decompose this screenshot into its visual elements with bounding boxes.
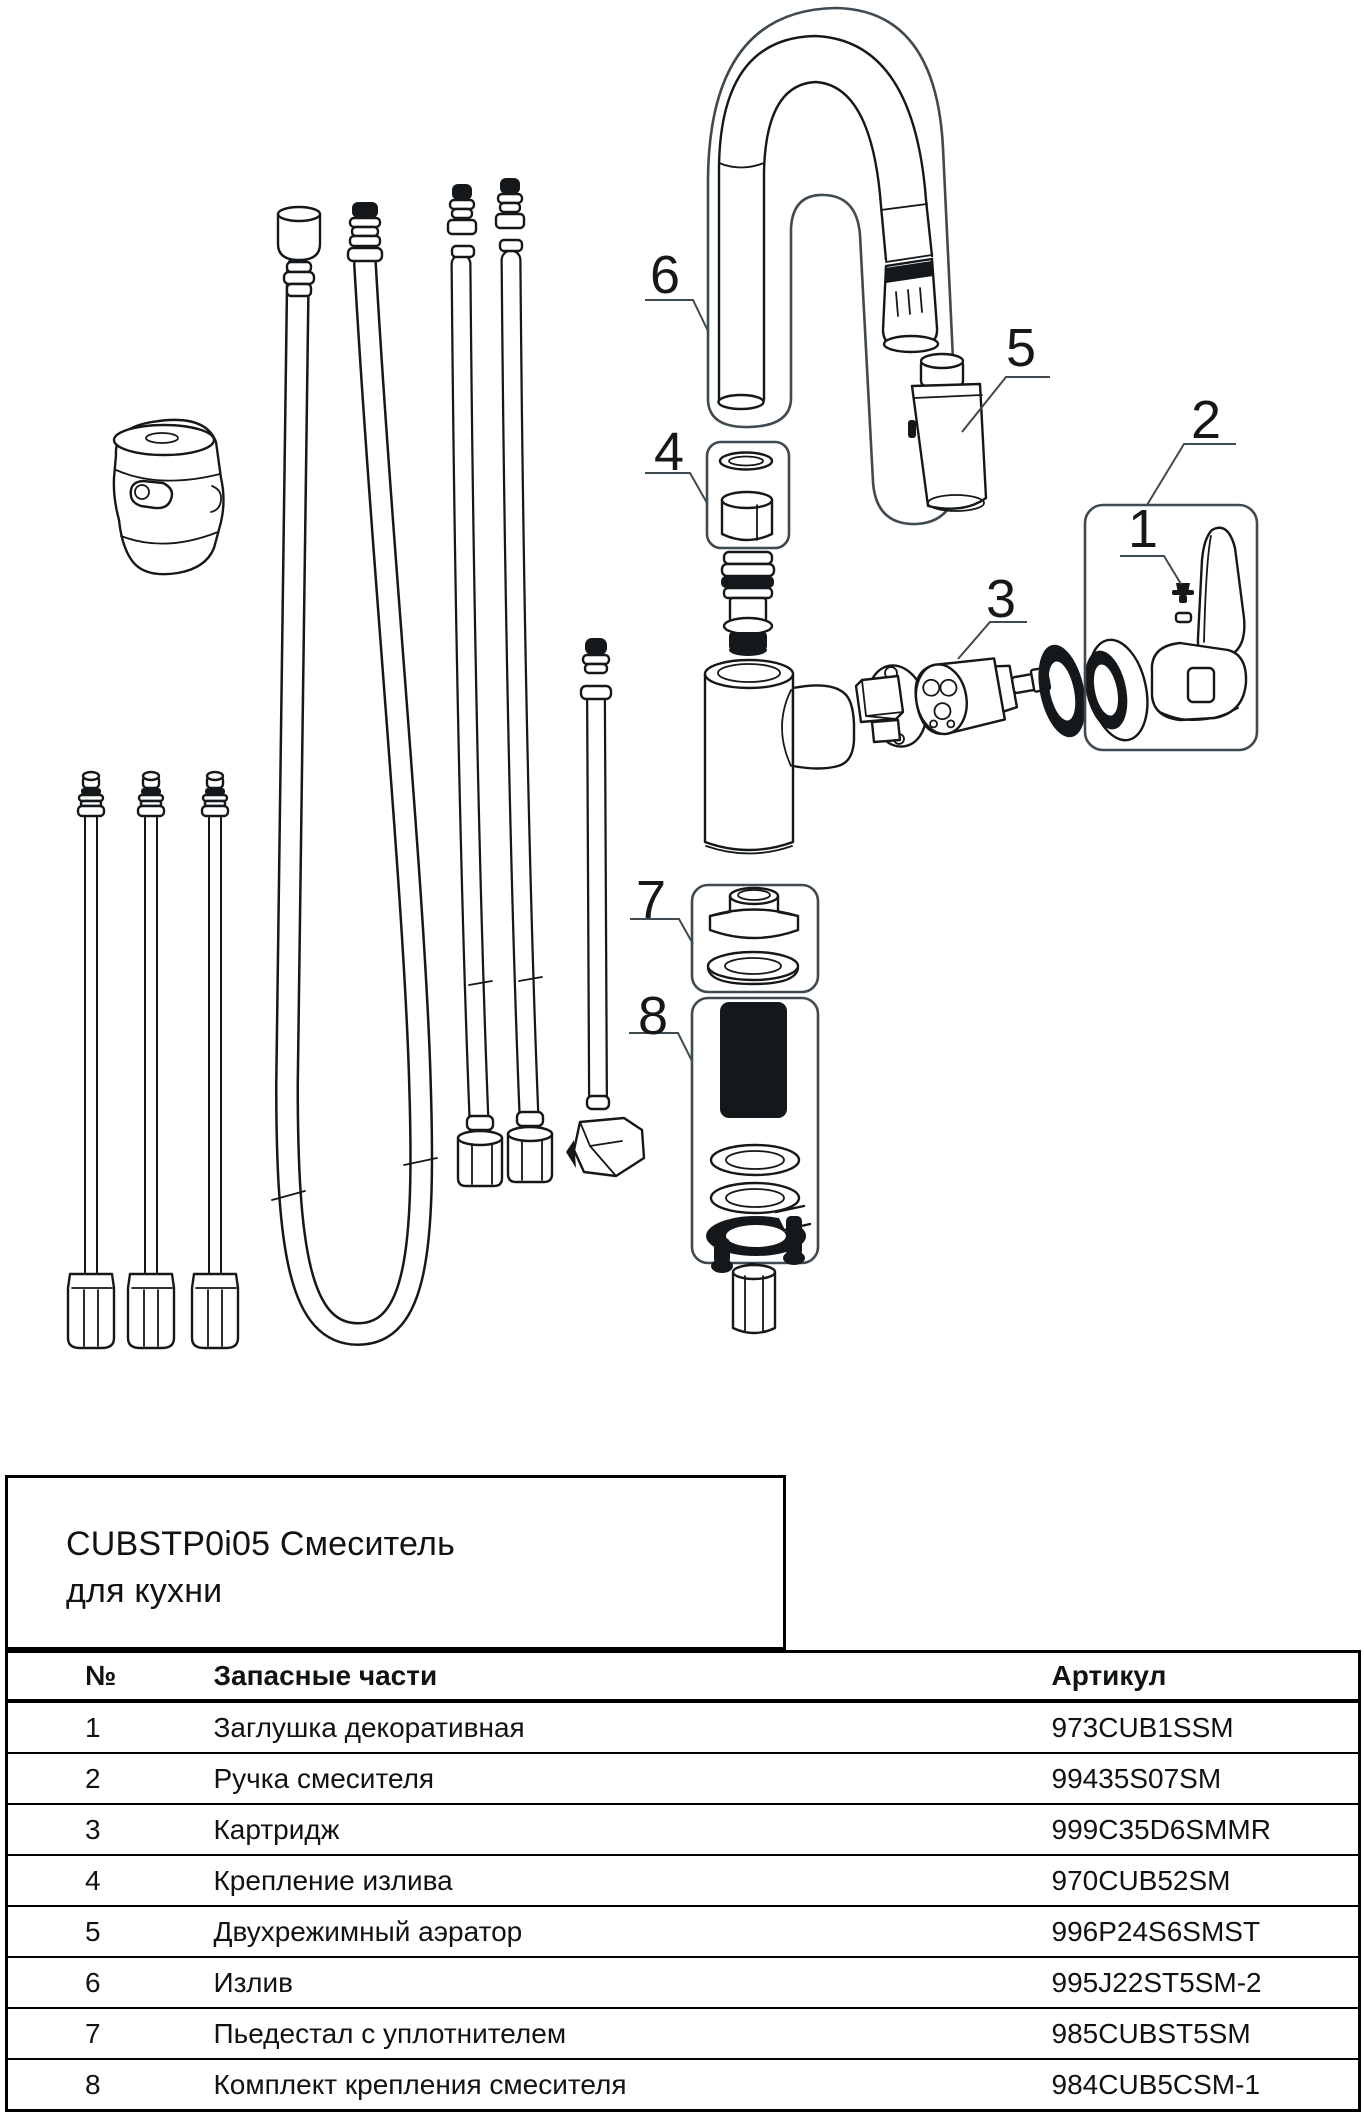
hose-hex-nut xyxy=(508,1112,552,1182)
hose-elbow-fitting xyxy=(566,1096,644,1176)
standpipe-tip xyxy=(78,772,104,816)
leader-1 xyxy=(1120,556,1181,584)
table-header-row xyxy=(7,1652,1360,1702)
row-part: Крепление излива xyxy=(137,1855,975,1906)
col-header-parts: Запасные части xyxy=(137,1652,975,1702)
row-article: 995J22ST5SM-2 xyxy=(975,1957,1360,2008)
table-row xyxy=(7,1957,1360,2008)
row-num: 3 xyxy=(7,1804,137,1855)
row-article: 985CUBST5SM xyxy=(975,2008,1360,2059)
col-header-article: Артикул xyxy=(975,1652,1360,1702)
faucet-body xyxy=(705,660,854,854)
callout-2: 2 xyxy=(1191,390,1222,450)
row-article: 99435S07SM xyxy=(975,1753,1360,1804)
hose-fitting-d xyxy=(496,178,524,251)
table-row xyxy=(7,1804,1360,1855)
hose-fitting-cup xyxy=(278,207,320,296)
row-part: Картридж xyxy=(137,1804,975,1855)
washer xyxy=(711,1183,799,1213)
cap-side-hole xyxy=(131,481,172,508)
row-part: Комплект крепления смесителя xyxy=(213,2068,627,2100)
callout-6: 6 xyxy=(650,245,681,305)
set-screw xyxy=(1172,583,1194,622)
hose-fitting-c xyxy=(448,184,476,257)
table-row xyxy=(7,1753,1360,1804)
row-part: Ручка смесителя xyxy=(137,1753,975,1804)
hose-hex-nut xyxy=(458,1116,502,1186)
decorative-cap xyxy=(114,420,224,574)
callout-1: 1 xyxy=(1128,499,1159,559)
standpipe-sleeve xyxy=(192,1274,238,1348)
table-row xyxy=(7,2059,1360,2111)
leader-2 xyxy=(1147,444,1236,505)
row-num: 7 xyxy=(7,2008,137,2059)
product-title-box xyxy=(5,1475,786,1650)
row-article: 996P24S6SMST xyxy=(975,1906,1360,1957)
row-part: Двухрежимный аэратор xyxy=(137,1906,975,1957)
callout-3: 3 xyxy=(986,569,1017,629)
row-num: 5 xyxy=(7,1906,137,1957)
spout-grip-head xyxy=(883,259,938,352)
washer xyxy=(711,1145,799,1175)
product-title-line1: CUBSTP0i05 Смеситель xyxy=(66,1525,455,1563)
callout-8: 8 xyxy=(638,986,669,1046)
row-article: 999C35D6SMMR xyxy=(975,1804,1360,1855)
standpipe-sleeve xyxy=(68,1274,114,1348)
handle xyxy=(1152,528,1246,720)
threaded-stud xyxy=(733,1263,775,1333)
supply-hoses xyxy=(272,178,644,1334)
standpipe-tip xyxy=(138,772,164,816)
row-part: Излив xyxy=(137,1957,975,2008)
row-article: 984CUB5CSM-1 xyxy=(1051,2068,1261,2100)
row-num: 1 xyxy=(7,1701,137,1753)
row-article: 970CUB52SM xyxy=(975,1855,1360,1906)
aerator xyxy=(908,354,986,511)
callout-5: 5 xyxy=(1006,318,1037,378)
table-row xyxy=(7,1906,1360,1957)
hose-fitting-e xyxy=(581,638,611,699)
col-header-num: № xyxy=(7,1652,137,1702)
hose-e-fill xyxy=(596,696,598,1098)
spout xyxy=(719,36,933,409)
row-num: 6 xyxy=(7,1957,137,2008)
table-row xyxy=(7,1855,1360,1906)
row-num: 2 xyxy=(7,1753,137,1804)
dome-nut xyxy=(1078,634,1156,745)
callout-4: 4 xyxy=(654,422,685,482)
callout-7: 7 xyxy=(636,870,667,930)
cartridge xyxy=(911,646,1055,738)
spare-parts-table xyxy=(5,1650,1361,2112)
spray-stem xyxy=(721,552,774,656)
row-part: Пьедестал с уплотнителем xyxy=(137,2008,975,2059)
table-row xyxy=(7,1701,1360,1753)
standpipe-sleeve xyxy=(128,1274,174,1348)
row-part: Заглушка декоративная xyxy=(137,1701,975,1753)
pedestal-with-seal xyxy=(708,888,798,984)
standpipes xyxy=(68,772,238,1348)
product-title-line2: для кухни xyxy=(66,1572,223,1610)
row-article: 973CUB1SSM xyxy=(975,1701,1360,1753)
row-num: 4 xyxy=(7,1855,137,1906)
standpipe-tip xyxy=(202,772,228,816)
threaded-tube xyxy=(720,1002,787,1118)
mounting-kit xyxy=(706,1002,812,1333)
spout-mount xyxy=(720,453,772,541)
row-num: 8 xyxy=(85,2068,101,2100)
table-row xyxy=(7,2008,1360,2059)
hose-fitting-b xyxy=(348,202,382,261)
